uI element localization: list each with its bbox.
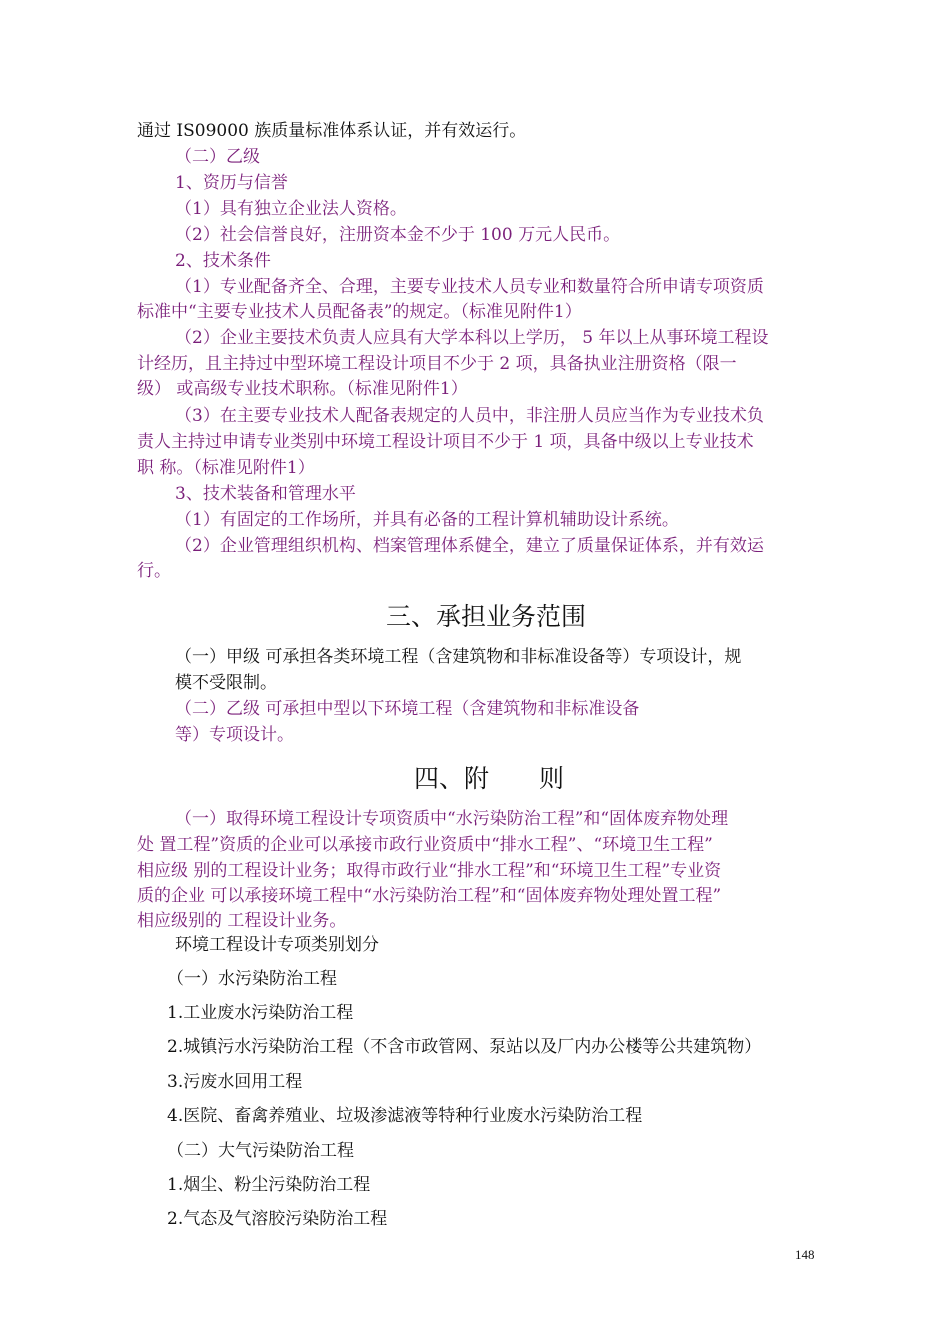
list-item: （1）有固定的工作场所，并具有必备的工程计算机辅助设计系统。 bbox=[175, 510, 679, 530]
list-item: （2）社会信誉良好，注册资本金不少于 100 万元人民币。 bbox=[175, 225, 621, 245]
classification-item: 2.城镇污水污染防治工程（不含市政管网、泵站以及厂内办公楼等公共建筑物） bbox=[167, 1037, 762, 1057]
list-item: （3）在主要专业技术人配备表规定的人员中，非注册人员应当作为专业技术负 bbox=[175, 406, 764, 426]
section-heading-scope: 三、承担业务范围 bbox=[386, 602, 587, 631]
list-item: （2）企业管理组织机构、档案管理体系健全，建立了质量保证体系，并有效运 bbox=[175, 536, 764, 556]
paragraph-line: 通过 IS09000 族质量标准体系认证，并有效运行。 bbox=[137, 121, 527, 141]
list-item: （1）专业配备齐全、合理，主要专业技术人员专业和数量符合所申请专项资质 bbox=[175, 277, 764, 297]
list-item-continuation: 责人主持过申请专业类别中环境工程设计项目不少于 1 项，具备中级以上专业技术 bbox=[137, 432, 754, 452]
list-item-continuation: 标准中“主要专业技术人员配备表”的规定。（标准见附件1） bbox=[137, 302, 582, 322]
classification-item: 3.污废水回用工程 bbox=[167, 1072, 303, 1092]
list-item-continuation: 职 称。（标准见附件1） bbox=[137, 458, 315, 478]
page-number: 148 bbox=[795, 1247, 815, 1262]
list-item: （1）具有独立企业法人资格。 bbox=[175, 199, 407, 219]
list-item-continuation: 行。 bbox=[137, 561, 171, 581]
list-item-heading: 1、资历与信誉 bbox=[175, 173, 288, 193]
appendix-line: 相应级别的 工程设计业务。 bbox=[137, 911, 347, 931]
section-heading-appendix: 四、附 则 bbox=[414, 764, 565, 793]
list-item: （2）企业主要技术负责人应具有大学本科以上学历， 5 年以上从事环境工程设 bbox=[175, 328, 769, 348]
subsection-heading: （二）乙级 bbox=[175, 147, 260, 167]
classification-item: 1.烟尘、粉尘污染防治工程 bbox=[167, 1175, 371, 1195]
scope-line: 等）专项设计。 bbox=[175, 725, 294, 745]
list-item-heading: 2、技术条件 bbox=[175, 251, 271, 271]
scope-line: （一）甲级 可承担各类环境工程（含建筑物和非标准设备等）专项设计，规 bbox=[175, 647, 742, 667]
classification-category: （二）大气污染防治工程 bbox=[167, 1141, 354, 1161]
classification-item: 2.气态及气溶胶污染防治工程 bbox=[167, 1209, 388, 1229]
list-item-continuation: 计经历，且主持过中型环境工程设计项目不少于 2 项，具备执业注册资格（限一 bbox=[137, 354, 737, 374]
list-item-continuation: 级） 或高级专业技术职称。（标准见附件1） bbox=[137, 379, 468, 399]
appendix-line: 质的企业 可以承接环境工程中“水污染防治工程”和“固体废弃物处理处置工程” bbox=[137, 886, 722, 906]
classification-item: 1.工业废水污染防治工程 bbox=[167, 1003, 354, 1023]
appendix-line: 处 置工程”资质的企业可以承接市政行业资质中“排水工程”、“环境卫生工程” bbox=[137, 835, 713, 855]
scope-line: （二）乙级 可承担中型以下环境工程（含建筑物和非标准设备 bbox=[175, 699, 640, 719]
classification-title: 环境工程设计专项类别划分 bbox=[175, 935, 379, 955]
classification-category: （一）水污染防治工程 bbox=[167, 969, 337, 989]
appendix-line: （一）取得环境工程设计专项资质中“水污染防治工程”和“固体废弃物处理 bbox=[175, 809, 729, 829]
list-item-heading: 3、技术装备和管理水平 bbox=[175, 484, 356, 504]
scope-line: 模不受限制。 bbox=[175, 673, 277, 693]
classification-item: 4.医院、畜禽养殖业、垃圾渗滤液等特种行业废水污染防治工程 bbox=[167, 1106, 643, 1126]
appendix-line: 相应级 别的工程设计业务；取得市政行业“排水工程”和“环境卫生工程”专业资 bbox=[137, 861, 722, 881]
